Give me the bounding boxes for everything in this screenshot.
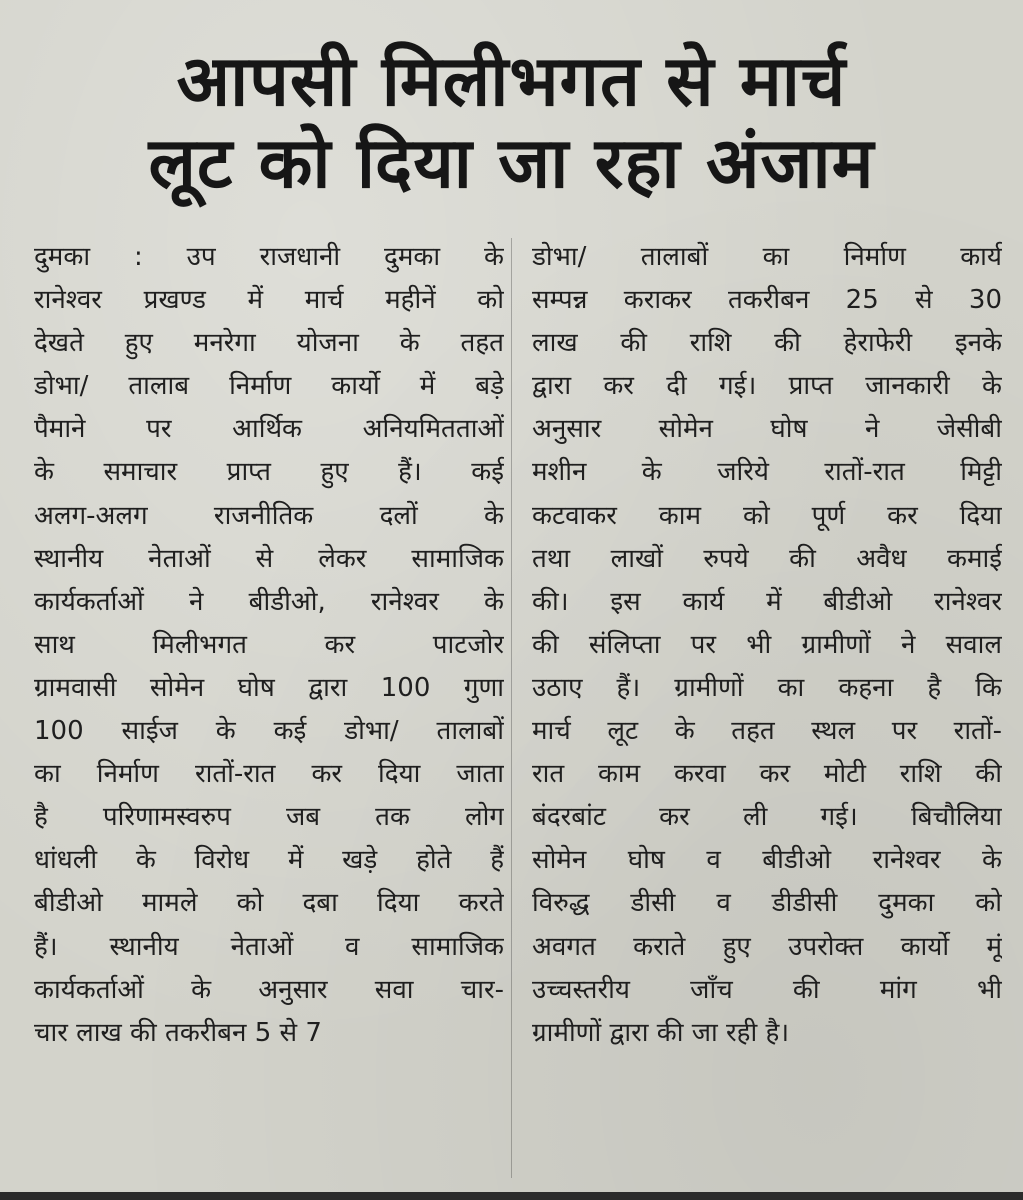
article-line: डोभा/ तालाब निर्माण कार्यो में बड़े (34, 371, 504, 402)
article-column-left (34, 236, 504, 1055)
article-line: मशीन के जरिये रातों-रात मिट्टी (532, 457, 1002, 488)
article-line: सोमेन घोष व बीडीओ रानेश्वर के (532, 845, 1002, 876)
article-line: बंदरबांट कर ली गई। बिचौलिया (532, 802, 1002, 833)
article-line: रानेश्वर प्रखण्ड में मार्च महीनें को (34, 285, 504, 316)
column-divider (511, 238, 512, 1178)
article-line: साथ मिलीभगत कर पाटजोर (34, 629, 504, 660)
article-line: कटवाकर काम को पूर्ण कर दिया (532, 500, 1002, 531)
article-line: सम्पन्न कराकर तकरीबन 25 से 30 (532, 285, 1002, 316)
article-line: चार लाख की तकरीबन 5 से 7 (34, 1017, 322, 1048)
article-line: उच्चस्तरीय जाँच की मांग भी (532, 974, 1002, 1005)
article-line: की। इस कार्य में बीडीओ रानेश्वर (532, 586, 1002, 617)
article-line: अनुसार सोमेन घोष ने जेसीबी (532, 414, 1002, 445)
article-line: दुमका : उप राजधानी दुमका के (34, 242, 504, 272)
article-line: ग्रामीणों द्वारा की जा रही है। (532, 1017, 790, 1048)
article-line: द्वारा कर दी गई। प्राप्त जानकारी के (532, 371, 1002, 402)
article-line: तथा लाखों रुपये की अवैध कमाई (532, 543, 1002, 574)
article-line: अलग-अलग राजनीतिक दलों के (34, 500, 504, 531)
article-line: लाख की राशि की हेराफेरी इनके (532, 328, 1002, 359)
article-line: ग्रामवासी सोमेन घोष द्वारा 100 गुणा (34, 672, 504, 703)
headline-line-2: लूट को दिया जा रहा अंजाम (148, 122, 875, 204)
article-line: रात काम करवा कर मोटी राशि की (532, 759, 1002, 790)
article-line: 100 साईज के कई डोभा/ तालाबों (34, 716, 504, 747)
article-line: मार्च लूट के तहत स्थल पर रातों- (532, 716, 1002, 747)
article-line: कार्यकर्ताओं के अनुसार सवा चार- (34, 974, 504, 1005)
article-line: बीडीओ मामले को दबा दिया करते (34, 888, 504, 919)
article-column-right (532, 236, 1002, 1055)
article-line: स्थानीय नेताओं से लेकर सामाजिक (34, 543, 504, 574)
article-line: हैं। स्थानीय नेताओं व सामाजिक (34, 931, 504, 962)
article-line: धांधली के विरोध में खड़े होते हैं (34, 845, 504, 876)
article-line: डोभा/ तालाबों का निर्माण कार्य (532, 242, 1002, 272)
article-line: कार्यकर्ताओं ने बीडीओ, रानेश्वर के (34, 586, 504, 617)
article-line: देखते हुए मनरेगा योजना के तहत (34, 328, 504, 359)
article-line: की संलिप्ता पर भी ग्रामीणों ने सवाल (532, 629, 1002, 660)
article-line: अवगत कराते हुए उपरोक्त कार्यो मूं (532, 931, 1002, 962)
article-line: है परिणामस्वरुप जब तक लोग (34, 802, 504, 833)
article-line: का निर्माण रातों-रात कर दिया जाता (34, 759, 504, 790)
headline (0, 40, 1023, 204)
article-line: विरुद्ध डीसी व डीडीसी दुमका को (532, 888, 1002, 919)
article-line: के समाचार प्राप्त हुए हैं। कई (34, 457, 504, 488)
page-bottom-edge (0, 1192, 1023, 1200)
article-line: पैमाने पर आर्थिक अनियमितताओं (34, 414, 504, 445)
headline-line-1: आपसी मिलीभगत से मार्च (176, 40, 847, 122)
article-line: उठाए हैं। ग्रामीणों का कहना है कि (532, 672, 1002, 703)
